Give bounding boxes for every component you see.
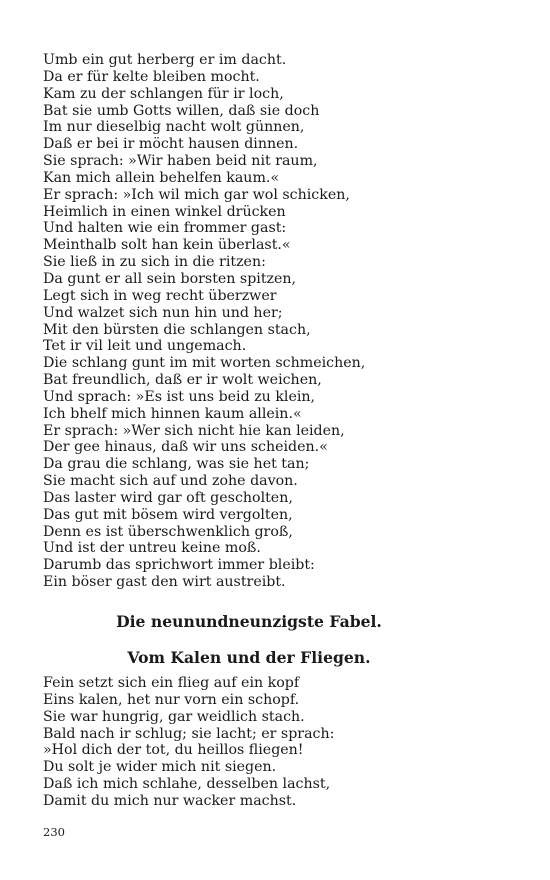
verse-line: Fein setzt sich ein flieg auf ein kopf: [43, 675, 300, 691]
verse-line: Bat sie umb Gotts willen, daß sie doch: [43, 102, 320, 119]
verse-line: Der gee hinaus, daß wir uns scheiden.«: [43, 439, 328, 456]
verse-line: Bald nach ir schlug; sie lacht; er sprach:: [43, 725, 335, 742]
verse-line: Er sprach: »Wer sich nicht hie kan leiden,: [43, 422, 345, 439]
verse-line: Mit den bürsten die schlangen stach,: [43, 321, 311, 338]
page-number: 230: [43, 825, 65, 839]
verse-line: Kam zu der schlangen für ir loch,: [43, 85, 284, 102]
verse-line: Tet ir vil leit und ungemach.: [43, 338, 247, 355]
verse-line: Da er für kelte bleiben mocht.: [43, 68, 260, 85]
verse-line: Ein böser gast den wirt austreibt.: [43, 574, 286, 591]
verse-line: Denn es ist überschwenklich groß,: [43, 523, 293, 540]
verse-line: Da grau die schlang, was sie het tan;: [43, 456, 310, 473]
verse-line: Bat freundlich, daß er ir wolt weichen,: [43, 372, 322, 389]
verse-line: Heimlich in einen winkel drücken: [43, 203, 286, 220]
verse-line: Und ist der untreu keine moß.: [43, 540, 261, 557]
verse-line: Das gut mit bösem wird vergolten,: [43, 506, 293, 523]
fable-subtitle: Vom Kalen und der Fliegen.: [127, 648, 371, 667]
verse-line: Sie sprach: »Wir haben beid nit raum,: [43, 153, 318, 170]
verse-line: Kan mich allein behelfen kaum.«: [43, 169, 280, 186]
verse-line: Sie ließ in zu sich in die ritzen:: [43, 254, 266, 271]
verse-line: Darumb das sprichwort immer bleibt:: [43, 557, 315, 574]
verse-line: Und walzet sich nun hin und her;: [43, 304, 283, 321]
verse-line: Daß ich mich schlahe, desselben lachst,: [43, 776, 331, 793]
verse-line: Ich bhelf mich hinnen kaum allein.«: [43, 405, 302, 422]
verse-line: Da gunt er all sein borsten spitzen,: [43, 270, 297, 287]
verse-line: Umb ein gut herberg er im dacht.: [43, 52, 287, 68]
verse-line: Du solt je wider mich nit siegen.: [43, 759, 277, 776]
verse-line: Legt sich in weg recht überzwer: [43, 287, 277, 304]
fable-title: Die neunundneunzigste Fabel.: [116, 612, 382, 631]
verse-line: Damit du mich nur wacker machst.: [43, 792, 297, 809]
fable-verse-continued: [43, 52, 513, 591]
verse-line: Er sprach: »Ich wil mich gar wol schicken,: [43, 186, 350, 203]
verse-line: Im nur dieselbig nacht wolt günnen,: [43, 119, 305, 136]
fable-verse: [43, 675, 513, 810]
verse-line: Daß er bei ir möcht hausen dinnen.: [43, 136, 299, 153]
verse-line: Sie macht sich auf und zohe davon.: [43, 473, 298, 490]
verse-line: Meinthalb solt han kein überlast.«: [43, 237, 291, 254]
verse-line: »Hol dich der tot, du heillos fliegen!: [43, 742, 304, 759]
verse-line: Die schlang gunt im mit worten schmeichen,: [43, 355, 366, 372]
verse-line: Und halten wie ein frommer gast:: [43, 220, 287, 237]
verse-line: Eins kalen, het nur vorn ein schopf.: [43, 691, 300, 708]
verse-line: Und sprach: »Es ist uns beid zu klein,: [43, 388, 316, 405]
verse-line: Das laster wird gar oft gescholten,: [43, 489, 293, 506]
verse-line: Sie war hungrig, gar weidlich stach.: [43, 708, 305, 725]
